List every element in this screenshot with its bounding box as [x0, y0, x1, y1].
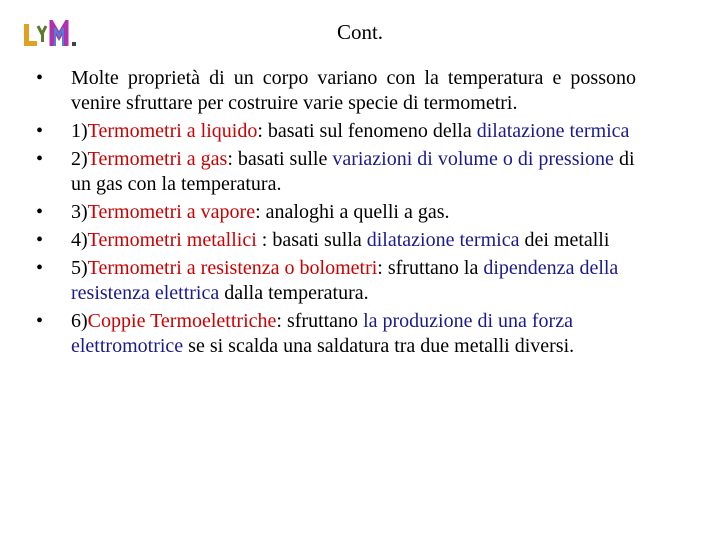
bullet-marker: •: [36, 201, 44, 223]
thermometer-type: Termometri a gas: [87, 148, 228, 170]
bullet-number: 2): [71, 148, 88, 170]
bullet-number: 3): [71, 201, 88, 223]
bullet-item-vapor: [36, 200, 636, 225]
key-phrase: dilatazione termica: [476, 120, 630, 142]
bullet-item-intro: [36, 66, 636, 116]
key-phrase: dipendenza della resistenza elettrica: [71, 257, 619, 304]
bullet-item-resistance: [36, 256, 636, 306]
thermometer-type: Termometri metallici: [87, 229, 262, 251]
bullet-marker: •: [36, 120, 44, 142]
bullet-text: : basati sul fenomeno della: [257, 120, 477, 142]
bullet-number: 4): [71, 229, 88, 251]
bullet-number: 6): [71, 310, 88, 332]
bullet-number: 5): [71, 257, 88, 279]
thermometer-type: Coppie Termoelettriche: [87, 310, 277, 332]
thermometer-type: Termometri a liquido: [87, 120, 258, 142]
key-phrase: variazioni di volume o di pressione: [332, 148, 614, 170]
bullet-text: : analoghi a quelli a gas.: [255, 201, 450, 223]
key-phrase: dilatazione termica: [366, 229, 520, 251]
bullet-text: : sfruttano la: [377, 257, 484, 279]
bullet-text: : basati sulle: [227, 148, 333, 170]
thermometer-type: Termometri a vapore: [87, 201, 256, 223]
bullet-text: dei metalli: [519, 229, 610, 251]
bullet-marker: •: [36, 148, 44, 170]
bullet-text: : basati sulla: [261, 229, 367, 251]
bullet-text: Molte proprietà di un corpo variano con la temperatura e possono venire sfruttare per costruire varie specie di termometri.: [71, 67, 636, 114]
bullet-text: di un gas con la temperatura.: [71, 148, 635, 195]
bullet-text: dalla temperatura.: [219, 282, 369, 304]
key-phrase: la produzione di una forza elettromotrice: [71, 310, 573, 357]
bullet-marker: •: [36, 229, 44, 251]
bullet-item-metallic: [36, 228, 636, 253]
bullet-marker: •: [36, 257, 44, 279]
bullet-number: 1): [71, 120, 88, 142]
bullet-item-thermocouple: [36, 309, 636, 359]
bullet-text: : sfruttano: [276, 310, 364, 332]
bullet-item-liquid: [36, 119, 636, 144]
slide-title-text: Cont.: [336, 20, 384, 44]
bullet-list: [36, 66, 636, 362]
bullet-marker: •: [36, 310, 44, 332]
thermometer-type: Termometri a resistenza o bolometri: [87, 257, 378, 279]
bullet-text: se si scalda una saldatura tra due metalli diversi.: [183, 335, 575, 357]
bullet-item-gas: [36, 147, 636, 197]
slide-title: [0, 20, 720, 45]
bullet-marker: •: [36, 67, 44, 89]
